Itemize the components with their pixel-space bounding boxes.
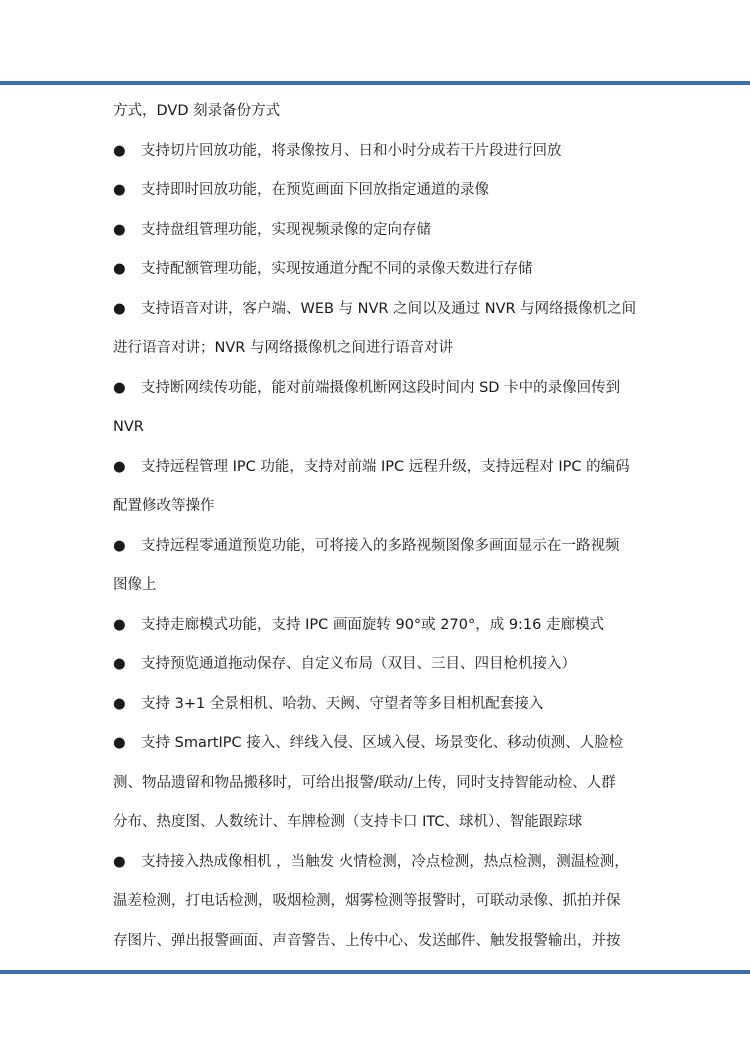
line-text: 进行语音对讲；NVR 与网络摄像机之间进行语音对讲	[113, 340, 453, 356]
document-body	[113, 97, 643, 966]
line-text: 支持即时回放功能，在预览画面下回放指定通道的录像	[141, 182, 489, 198]
bullet-item	[113, 295, 643, 335]
bullet-item	[113, 611, 643, 651]
line-text: 支持 3+1 全景相机、哈勃、天阙、守望者等多目相机配套接入	[141, 695, 544, 712]
bullet-item	[113, 690, 643, 730]
line-text: 支持切片回放功能，将录像按月、日和小时分成若干片段进行回放	[141, 142, 562, 159]
line-text: 支持盘组管理功能，实现视频录像的定向存储	[141, 221, 431, 238]
bullet-item	[113, 374, 643, 414]
bullet-icon: ●	[113, 656, 126, 672]
bullet-icon: ●	[113, 221, 126, 238]
bullet-item	[113, 255, 643, 295]
bullet-icon: ●	[113, 182, 126, 198]
line-text: 支持断网续传功能，能对前端摄像机断网这段时间内 SD 卡中的录像回传到	[141, 379, 621, 396]
footer-rule	[0, 970, 750, 974]
line-text: 支持配额管理功能，实现按通道分配不同的录像天数进行存储	[141, 261, 533, 277]
line-text: 存图片、弹出报警画面、声音警告、上传中心、发送邮件、触发报警输出，并按	[113, 932, 621, 949]
text-line	[113, 808, 643, 848]
bullet-icon: ●	[113, 261, 126, 277]
text-line	[113, 492, 643, 532]
line-text: 支持接入热成像相机 ，当触发 火情检测，冷点检测，热点检测，测温检测，	[141, 853, 629, 870]
bullet-icon: ●	[113, 142, 126, 159]
line-text: 温差检测，打电话检测，吸烟检测，烟雾检测等报警时，可联动录像、抓拍并保	[113, 893, 621, 909]
line-text: 支持预览通道拖动保存、自定义布局（双目、三目、四目枪机接入）	[141, 656, 576, 672]
bullet-icon: ●	[113, 853, 126, 870]
line-text: 支持远程零通道预览功能，可将接入的多路视频图像多画面显示在一路视频	[141, 537, 620, 554]
bullet-icon: ●	[113, 379, 126, 396]
bullet-item	[113, 650, 643, 690]
bullet-icon: ●	[113, 735, 126, 751]
line-text: 支持 SmartIPC 接入、绊线入侵、区域入侵、场景变化、移动侦测、人脸检	[141, 735, 624, 751]
bullet-item	[113, 532, 643, 572]
bullet-item	[113, 176, 643, 216]
line-text: 支持走廊模式功能，支持 IPC 画面旋转 90°或 270°，成 9:16 走廊模式	[141, 616, 604, 633]
bullet-icon: ●	[113, 695, 126, 712]
text-line	[113, 97, 643, 137]
bullet-icon: ●	[113, 616, 126, 633]
text-line	[113, 887, 643, 927]
line-text: 分布、热度图、人数统计、车牌检测（支持卡口 ITC、球机）、智能跟踪球	[113, 814, 583, 830]
line-text: 方式，DVD 刻录备份方式	[113, 103, 281, 119]
line-text: 支持远程管理 IPC 功能，支持对前端 IPC 远程升级，支持远程对 IPC 的编码	[141, 458, 630, 475]
text-line	[113, 769, 643, 809]
line-text: 图像上	[113, 577, 157, 593]
bullet-item	[113, 137, 643, 177]
bullet-item	[113, 729, 643, 769]
bullet-item	[113, 216, 643, 256]
line-text: 配置修改等操作	[113, 498, 215, 514]
line-text: 测、物品遗留和物品搬移时，可给出报警/联动/上传，同时支持智能动检、人群	[113, 774, 616, 791]
text-line	[113, 334, 643, 374]
header-rule	[0, 81, 750, 85]
text-line	[113, 413, 643, 453]
line-text: 支持语音对讲，客户端、WEB 与 NVR 之间以及通过 NVR 与网络摄像机之间	[141, 300, 637, 317]
bullet-item	[113, 848, 643, 888]
bullet-icon: ●	[113, 537, 126, 554]
line-text: NVR	[113, 419, 144, 435]
text-line	[113, 927, 643, 967]
text-line	[113, 571, 643, 611]
bullet-item	[113, 453, 643, 493]
bullet-icon: ●	[113, 300, 126, 317]
bullet-icon: ●	[113, 458, 126, 475]
